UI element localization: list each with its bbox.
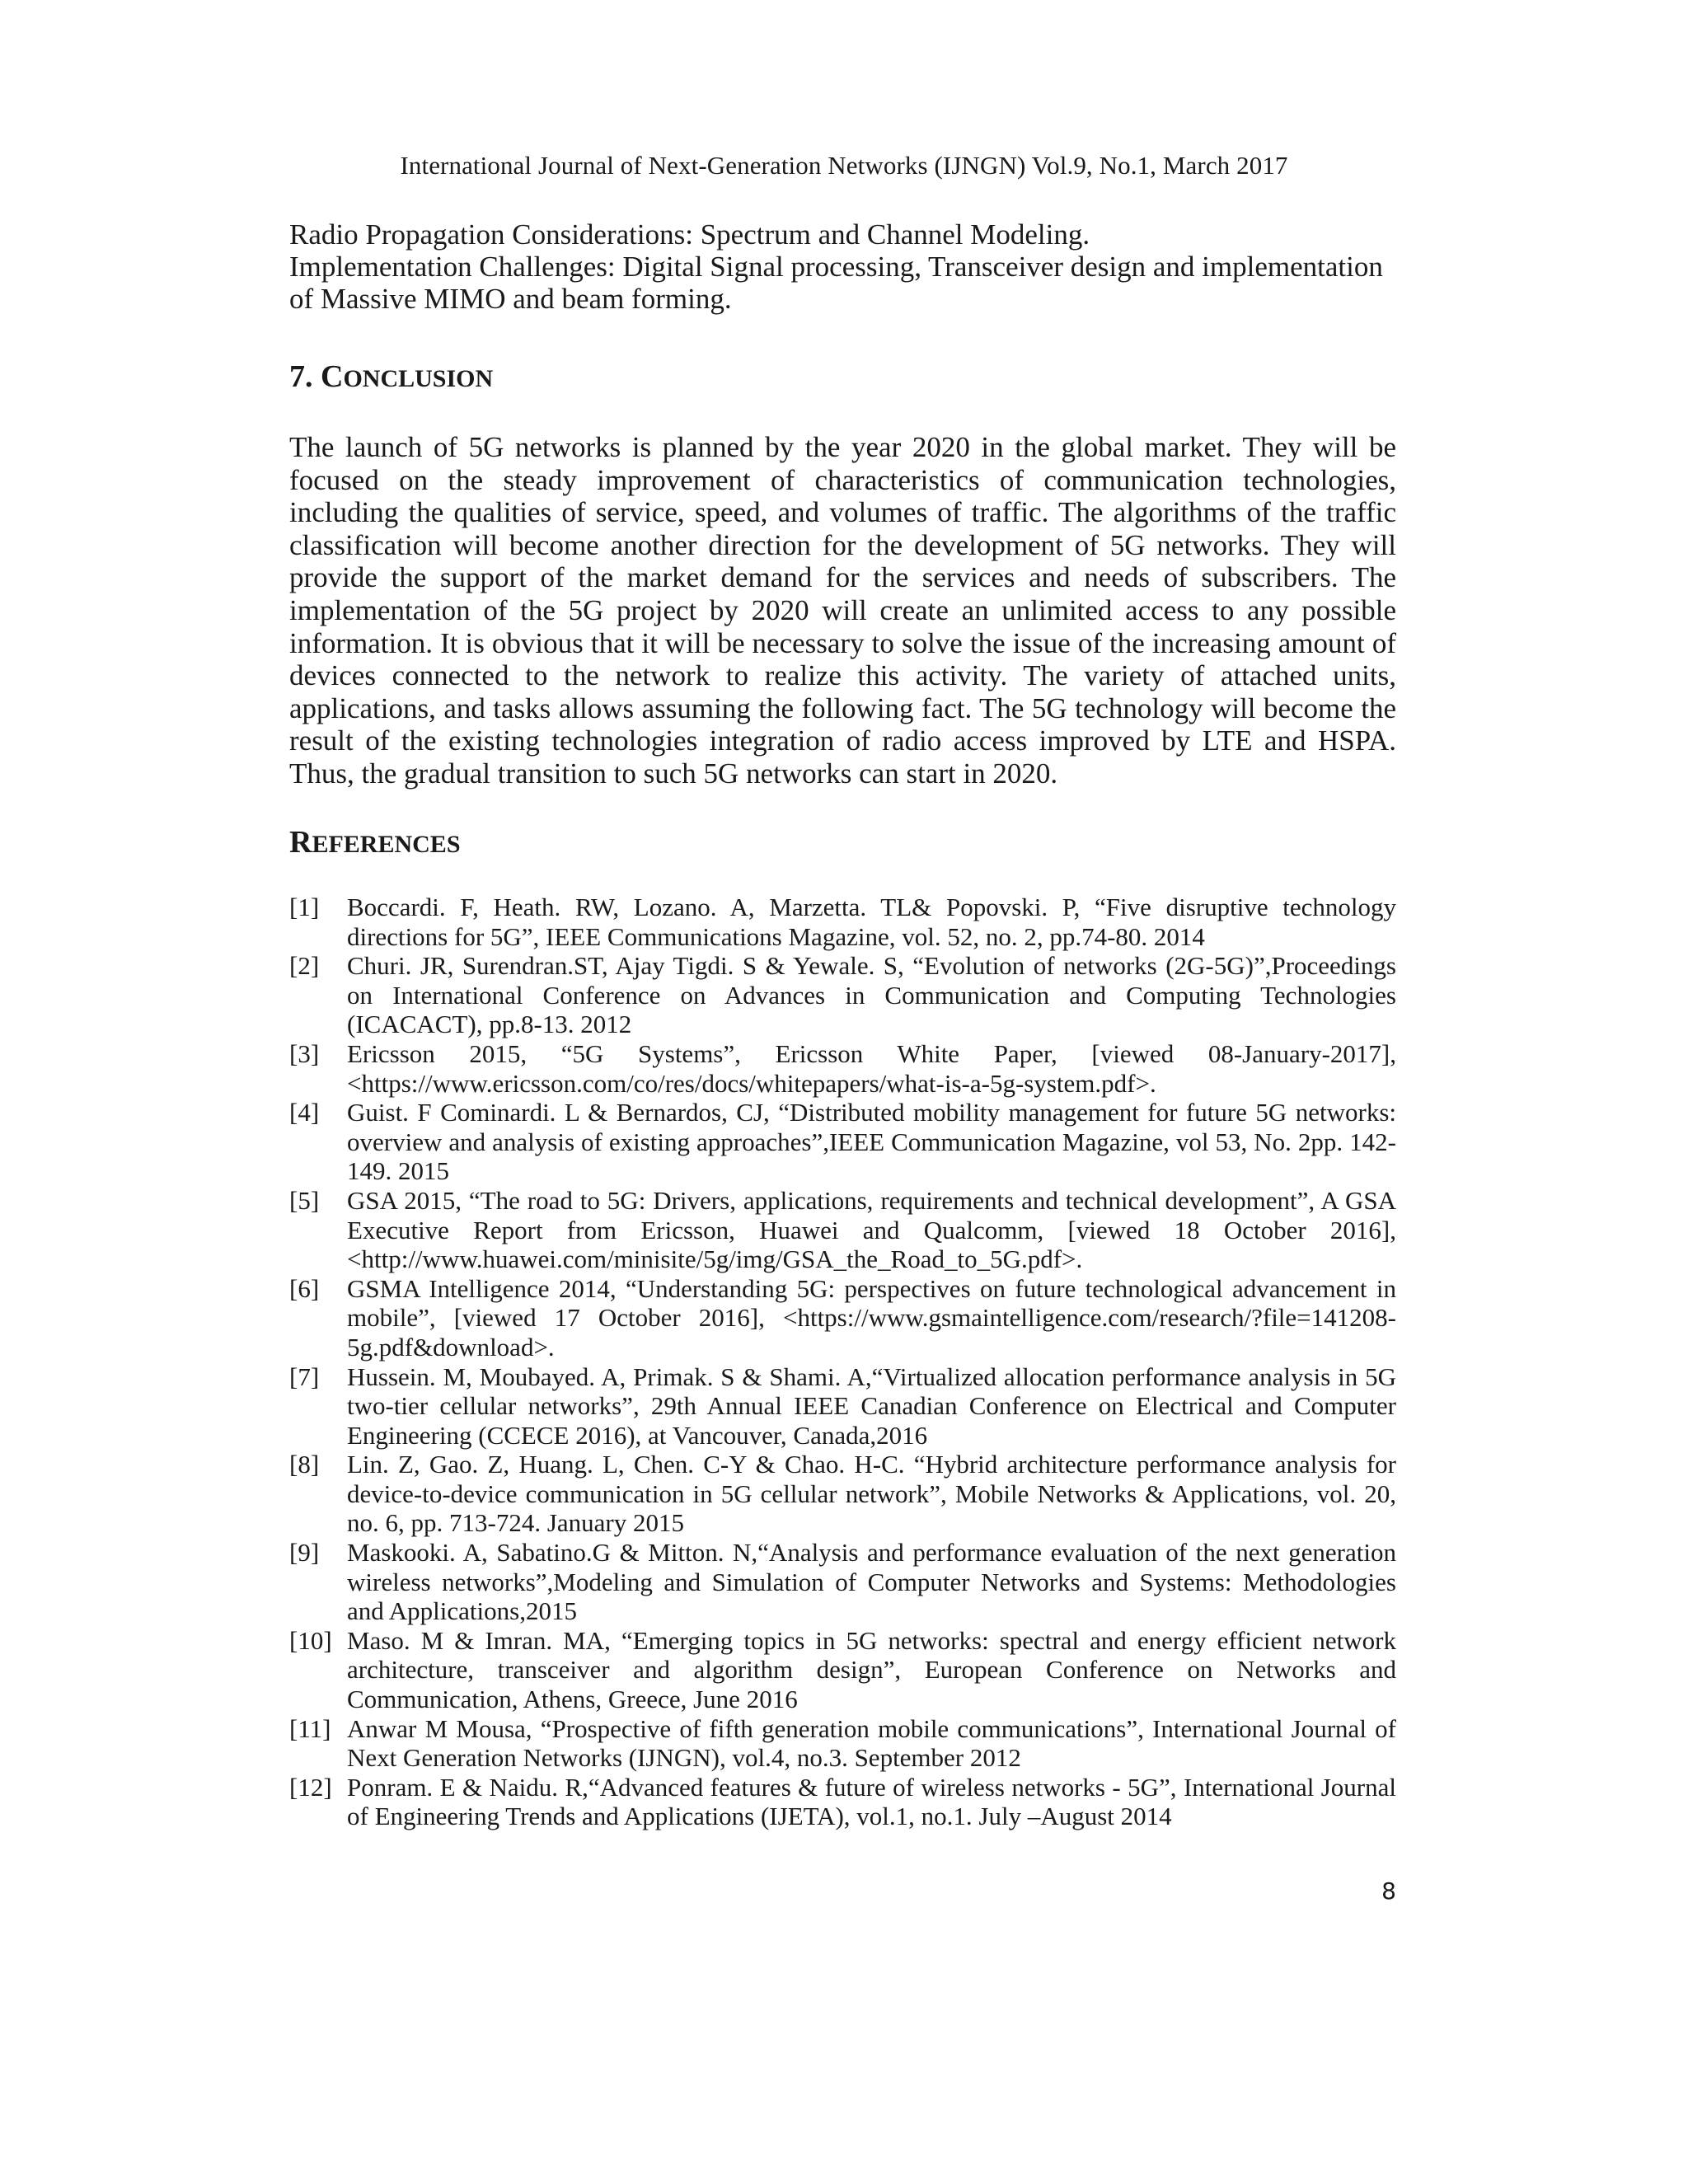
page-number: 8 <box>1381 1877 1396 1905</box>
reference-item <box>289 1274 1396 1362</box>
reference-number: [11] <box>289 1713 331 1743</box>
reference-text: Anwar M Mousa, “Prospective of fifth generation mobile communications”, International Journal of Next Generation Networks (IJNGN), vol.4, no.3. September 2012 <box>347 1713 1396 1773</box>
heading-initial: C <box>321 359 344 394</box>
intro-line-implementation-challenges: Implementation Challenges: Digital Signal processing, Transceiver design and implementation of Massive MIMO and beam forming. <box>289 251 1383 315</box>
intro-text <box>289 218 1396 315</box>
reference-item <box>289 951 1396 1039</box>
reference-list <box>289 893 1396 1831</box>
heading-rest: ONCLUSION <box>343 365 494 392</box>
heading-initial: R <box>289 825 312 860</box>
reference-number: [2] <box>289 951 320 981</box>
reference-number: [4] <box>289 1098 320 1127</box>
reference-number: [3] <box>289 1038 320 1068</box>
reference-number: [1] <box>289 893 320 921</box>
reference-text: Ericsson 2015, “5G Systems”, Ericsson White Paper, [viewed 08-January-2017],<https://www.ericsson.com/co/res/docs/whitepapers/what-is-a-5g-system.pdf>. <box>347 1038 1396 1098</box>
reference-text: Guist. F Cominardi. L & Bernardos, CJ, “Distributed mobility management for future 5G networks: overview and analysis of existing approaches”,IEEE Communication Magazine, vol 53, No. 2pp. 142-149. 2015 <box>347 1098 1396 1186</box>
reference-number: [6] <box>289 1273 320 1303</box>
reference-item <box>289 893 1396 951</box>
reference-text: Boccardi. F, Heath. RW, Lozano. A, Marzetta. TL& Popovski. P, “Five disruptive technology directions for 5G”, IEEE Communications Magazine, vol. 52, no. 2, pp.74-80. 2014 <box>347 893 1396 951</box>
conclusion-heading <box>289 359 493 395</box>
reference-item <box>289 1714 1396 1773</box>
references-heading <box>289 824 461 860</box>
reference-text: GSMA Intelligence 2014, “Understanding 5G: perspectives on future technological advancement in mobile”, [viewed 17 October 2016], <https://www.gsmaintelligence.com/research/?file=141208-5g.pdf&download>. <box>347 1273 1396 1361</box>
conclusion-paragraph: The launch of 5G networks is planned by the year 2020 in the global market. They will be focused on the steady improvement of characteristics of communication technologies, including the qualities of service, speed, and volumes of traffic. The algorithms of the traffic classification will become another direction for the development of 5G networks. They will provide the support of the market demand for the services and needs of subscribers. The implementation of the 5G project by 2020 will create an unlimited access to any possible information. It is obvious that it will be necessary to solve the issue of the increasing amount of devices connected to the network to realize this activity. The variety of attached units, applications, and tasks allows assuming the following fact. The 5G technology will become the result of the existing technologies integration of radio access improved by LTE and HSPA. Thus, the gradual transition to such 5G networks can start in 2020. <box>289 431 1396 790</box>
reference-text: Ponram. E & Naidu. R,“Advanced features & future of wireless networks - 5G”, International Journal of Engineering Trends and Applications (IJETA), vol.1, no.1. July –August 2014 <box>347 1772 1396 1831</box>
reference-item <box>289 1773 1396 1831</box>
heading-rest: EFERENCES <box>312 831 461 858</box>
reference-number: [8] <box>289 1450 320 1479</box>
reference-number: [7] <box>289 1361 320 1391</box>
reference-item <box>289 1186 1396 1274</box>
running-header: International Journal of Next-Generation Networks (IJNGN) Vol.9, No.1, March 2017 <box>400 151 1288 180</box>
reference-item <box>289 1450 1396 1538</box>
reference-number: [9] <box>289 1538 320 1568</box>
reference-text: Maso. M & Imran. MA, “Emerging topics in 5G networks: spectral and energy efficient network architecture, transceiver and algorithm design”, European Conference on Networks and Communication, Athens, Greece, June 2016 <box>347 1625 1396 1714</box>
intro-line-radio-propagation: Radio Propagation Considerations: Spectrum and Channel Modeling. <box>289 218 1090 251</box>
reference-item <box>289 1039 1396 1098</box>
reference-number: [5] <box>289 1185 320 1215</box>
reference-text: Hussein. M, Moubayed. A, Primak. S & Shami. A,“Virtualized allocation performance analysis in 5G two-tier cellular networks”, 29th Annual IEEE Canadian Conference on Electrical and Computer Engineering (CCECE 2016), at Vancouver, Canada,2016 <box>347 1361 1396 1450</box>
reference-text: Maskooki. A, Sabatino.G & Mitton. N,“Analysis and performance evaluation of the next generation wireless networks”,Modeling and Simulation of Computer Networks and Systems: Methodologies and Applications,2015 <box>347 1538 1396 1626</box>
reference-item <box>289 1626 1396 1714</box>
reference-text: Churi. JR, Surendran.ST, Ajay Tigdi. S & Yewale. S, “Evolution of networks (2G-5G)”,Proceedings on International Conference on Advances in Communication and Computing Technologies (ICACACT), pp.8-13. 2012 <box>347 951 1396 1039</box>
section-number: 7. <box>289 359 321 394</box>
reference-item <box>289 1538 1396 1626</box>
reference-number: [10] <box>289 1625 332 1655</box>
reference-number: [12] <box>289 1772 332 1802</box>
reference-item <box>289 1098 1396 1186</box>
reference-text: GSA 2015, “The road to 5G: Drivers, applications, requirements and technical development”, A GSA Executive Report from Ericsson, Huawei and Qualcomm, [viewed 18 October 2016], <http://www.huawei.com/minisite/5g/img/GSA_the_Road_to_5G.pdf>. <box>347 1185 1396 1274</box>
reference-text: Lin. Z, Gao. Z, Huang. L, Chen. C-Y & Chao. H-C. “Hybrid architecture performance analysis for device-to-device communication in 5G cellular network”, Mobile Networks & Applications, vol. 20, no. 6, pp. 713-724. January 2015 <box>347 1450 1396 1538</box>
reference-item <box>289 1362 1396 1451</box>
